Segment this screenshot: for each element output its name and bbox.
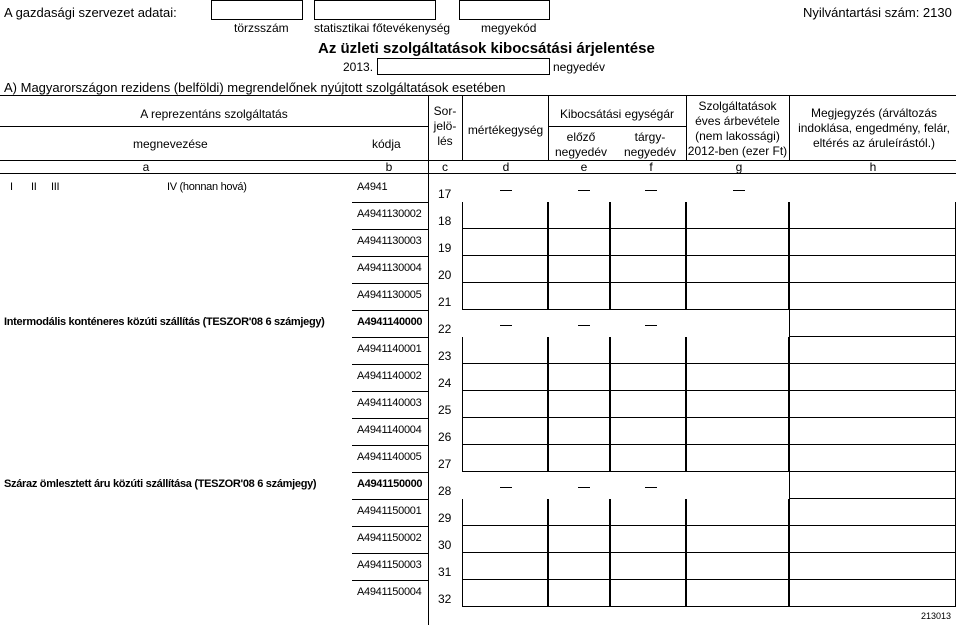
row-input-cell[interactable]	[686, 364, 789, 391]
col-letter-h: h	[869, 160, 877, 174]
row-number: 17	[438, 187, 452, 201]
row-input-cell[interactable]	[789, 445, 956, 472]
section-title: A) Magyarországon rezidens (belföldi) megrendelőnek nyújtott szolgáltatások esetében	[4, 80, 506, 95]
row-number: 19	[438, 241, 452, 255]
row-input-cell[interactable]	[548, 499, 610, 526]
row-input-cell[interactable]	[548, 283, 610, 310]
row-input-cell[interactable]	[462, 391, 548, 418]
row-input-cell[interactable]	[610, 256, 686, 283]
row-input-cell[interactable]	[610, 391, 686, 418]
row-input-cell	[548, 310, 610, 337]
main-activity-label: statisztikai főtevékenység	[314, 21, 451, 35]
row-code: A4941130003	[357, 235, 422, 247]
col-letter-e: e	[580, 160, 588, 174]
row-number: 29	[438, 511, 452, 525]
row-input-cell[interactable]	[789, 499, 956, 526]
row-input-cell[interactable]	[789, 418, 956, 445]
registry-number: Nyilvántartási szám: 2130	[803, 5, 952, 20]
row-input-cell[interactable]	[462, 418, 548, 445]
col-letter-d: d	[502, 160, 510, 174]
row-input-cell	[462, 310, 548, 337]
row-input-cell	[789, 310, 956, 337]
unit-heading: mértékegység	[467, 123, 544, 137]
row-input-cell[interactable]	[462, 256, 548, 283]
row-input-cell[interactable]	[686, 229, 789, 256]
row-code: A4941150000	[357, 478, 423, 490]
row-input-cell[interactable]	[789, 256, 956, 283]
row-number: 26	[438, 430, 452, 444]
row-input-cell[interactable]	[610, 418, 686, 445]
quarter-label: negyedév	[553, 60, 606, 74]
row-input-cell[interactable]	[686, 337, 789, 364]
row-code: A4941130005	[357, 289, 422, 301]
col-letter-a: a	[142, 160, 150, 174]
name-heading: megnevezése	[133, 137, 208, 151]
county-code-field[interactable]	[459, 0, 550, 20]
row-code: A4941140002	[357, 370, 422, 382]
col-letter-b: b	[385, 160, 393, 174]
remarks-heading: Megjegyzés (árváltozás indoklása, engedmény, felár, eltérés az áruleírástól.)	[798, 106, 950, 150]
row-input-cell	[789, 175, 956, 202]
row-input-cell	[686, 472, 789, 499]
row-input-cell[interactable]	[789, 337, 956, 364]
row-input-cell[interactable]	[789, 202, 956, 229]
row-marker-heading: Sor- jelö- lés	[433, 104, 457, 148]
row-input-cell	[610, 310, 686, 337]
row-input-cell[interactable]	[686, 553, 789, 580]
current-quarter-heading: tárgy- negyedév	[623, 130, 677, 159]
row-input-cell[interactable]	[548, 202, 610, 229]
row-input-cell[interactable]	[610, 445, 686, 472]
row-input-cell	[548, 175, 610, 202]
row-input-cell[interactable]	[462, 229, 548, 256]
row-input-cell[interactable]	[610, 283, 686, 310]
row-number: 30	[438, 538, 452, 552]
row-code: A4941140001	[357, 343, 422, 355]
row-input-cell[interactable]	[548, 418, 610, 445]
row-input-cell[interactable]	[789, 580, 956, 607]
level-ii: II	[31, 181, 37, 193]
org-data-label: A gazdasági szervezet adatai:	[4, 5, 177, 20]
quarter-field[interactable]	[377, 58, 550, 75]
row-input-cell[interactable]	[610, 364, 686, 391]
row-input-cell[interactable]	[686, 391, 789, 418]
form-code: 213013	[921, 611, 952, 621]
row-name: Száraz ömlesztett áru közúti szállítása (TESZOR'08 6 számjegy)	[4, 478, 317, 490]
tax-id-label: törzsszám	[234, 21, 289, 35]
row-input-cell[interactable]	[686, 445, 789, 472]
row-input-cell[interactable]	[462, 337, 548, 364]
row-code: A4941150001	[357, 505, 422, 517]
row-input-cell[interactable]	[610, 553, 686, 580]
row-input-cell[interactable]	[686, 256, 789, 283]
row-input-cell[interactable]	[686, 283, 789, 310]
row-number: 20	[438, 268, 452, 282]
tax-id-field[interactable]	[211, 0, 303, 20]
row-code: A4941140000	[357, 316, 423, 328]
row-input-cell[interactable]	[462, 364, 548, 391]
row-input-cell[interactable]	[686, 202, 789, 229]
row-code: A4941150003	[357, 559, 422, 571]
row-code: A4941140005	[357, 451, 422, 463]
row-input-cell[interactable]	[548, 337, 610, 364]
row-number: 25	[438, 403, 452, 417]
col-letter-g: g	[735, 160, 743, 174]
row-code: A4941130002	[357, 208, 422, 220]
row-input-cell[interactable]	[462, 526, 548, 553]
row-number: 18	[438, 214, 452, 228]
row-input-cell	[548, 472, 610, 499]
row-number: 22	[438, 322, 452, 336]
row-input-cell[interactable]	[686, 418, 789, 445]
row-input-cell[interactable]	[462, 553, 548, 580]
row-input-cell[interactable]	[548, 256, 610, 283]
level-iii: III	[51, 181, 60, 193]
row-input-cell[interactable]	[789, 526, 956, 553]
row-input-cell[interactable]	[548, 553, 610, 580]
row-input-cell[interactable]	[610, 337, 686, 364]
level-i: I	[10, 181, 13, 193]
row-code: A4941150002	[357, 532, 422, 544]
row-input-cell[interactable]	[789, 229, 956, 256]
previous-quarter-heading: előző negyedév	[554, 130, 608, 159]
row-input-cell[interactable]	[686, 499, 789, 526]
row-input-cell[interactable]	[686, 580, 789, 607]
row-input-cell	[686, 175, 789, 202]
level-iv: IV (honnan hová)	[167, 181, 247, 193]
year-label: 2013.	[343, 60, 374, 74]
row-input-cell	[610, 472, 686, 499]
row-input-cell[interactable]	[610, 499, 686, 526]
row-input-cell[interactable]	[548, 364, 610, 391]
row-input-cell[interactable]	[548, 580, 610, 607]
revenue-heading: Szolgáltatások éves árbevétele (nem lakossági) 2012-ben (ezer Ft)	[687, 99, 788, 158]
row-number: 24	[438, 376, 452, 390]
row-input-cell	[610, 175, 686, 202]
row-input-cell	[686, 310, 789, 337]
row-input-cell[interactable]	[462, 202, 548, 229]
row-input-cell[interactable]	[789, 364, 956, 391]
row-number: 27	[438, 457, 452, 471]
row-input-cell[interactable]	[548, 445, 610, 472]
row-number: 28	[438, 484, 452, 498]
row-input-cell[interactable]	[462, 499, 548, 526]
col-letter-f: f	[649, 160, 653, 174]
row-input-cell[interactable]	[610, 202, 686, 229]
row-code: A4941150004	[357, 586, 422, 598]
unit-price-heading: Kibocsátási egységár	[559, 107, 675, 121]
row-number: 21	[438, 295, 452, 309]
main-activity-field[interactable]	[314, 0, 436, 20]
rep-service-heading: A reprezentáns szolgáltatás	[140, 107, 288, 121]
row-code: A4941140003	[357, 397, 422, 409]
row-input-cell[interactable]	[548, 526, 610, 553]
page-title: Az üzleti szolgáltatások kibocsátási árjelentése	[318, 40, 655, 57]
row-input-cell[interactable]	[548, 391, 610, 418]
row-number: 31	[438, 565, 452, 579]
row-input-cell[interactable]	[462, 445, 548, 472]
row-input-cell[interactable]	[548, 229, 610, 256]
row-number: 32	[438, 592, 452, 606]
row-input-cell[interactable]	[789, 553, 956, 580]
row-name: Intermodális konténeres közúti szállítás (TESZOR'08 6 számjegy)	[4, 316, 325, 328]
row-input-cell[interactable]	[462, 283, 548, 310]
row-input-cell[interactable]	[610, 229, 686, 256]
row-input-cell[interactable]	[686, 526, 789, 553]
col-letter-c: c	[442, 160, 448, 174]
row-input-cell[interactable]	[610, 580, 686, 607]
row-input-cell[interactable]	[462, 580, 548, 607]
row-code: A4941130004	[357, 262, 422, 274]
row-input-cell[interactable]	[789, 391, 956, 418]
row-number: 23	[438, 349, 452, 363]
row-input-cell	[462, 175, 548, 202]
row-input-cell[interactable]	[789, 283, 956, 310]
row-code: A4941	[357, 181, 388, 193]
row-input-cell[interactable]	[610, 526, 686, 553]
code-heading: kódja	[372, 137, 401, 151]
county-code-label: megyekód	[481, 21, 537, 35]
row-input-cell	[462, 472, 548, 499]
row-code: A4941140004	[357, 424, 422, 436]
row-input-cell	[789, 472, 956, 499]
